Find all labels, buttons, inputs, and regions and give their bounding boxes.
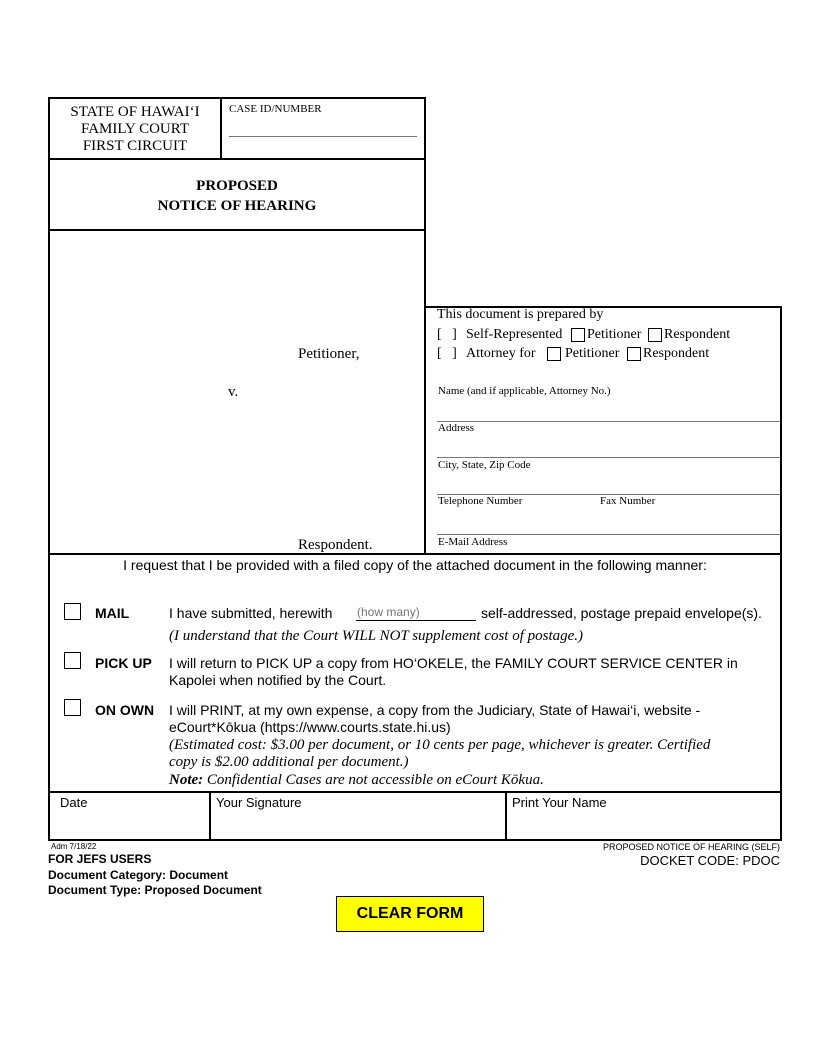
attorney-for-label: Attorney for [466,346,536,361]
date-input[interactable] [56,815,204,833]
title-line-1: PROPOSED [196,178,278,194]
mail-label: MAIL [95,605,130,621]
attorney-petitioner-label: Petitioner [565,346,620,361]
mail-postage-note: (I understand that the Court WILL NOT supplement cost of postage.) [169,628,584,644]
note-text: Confidential Cases are not accessible on eCourt Kōkua. [206,772,544,788]
note-label: Note: [169,772,204,788]
address-input[interactable] [438,440,778,456]
on-own-text [169,702,780,736]
pickup-label: PICK UP [95,655,152,671]
on-own-cost [169,737,780,771]
title-line-2: NOTICE OF HEARING [157,198,317,214]
attorney-respondent-label: Respondent [643,346,710,361]
self-represented-label: Self-Represented [466,327,563,342]
on-own-label: ON OWN [95,702,155,718]
telephone-input[interactable] [438,514,593,530]
document-category: Document Category: Document [48,867,229,882]
envelope-count-input[interactable] [357,604,475,620]
self-petitioner-label: Petitioner [587,327,642,342]
respondent-label: Respondent. [298,537,373,553]
document-title [48,176,426,216]
print-name-label: Print Your Name [512,795,607,810]
date-label: Date [60,795,88,810]
mail-text-before: I have submitted, herewith [169,605,333,621]
name-input[interactable] [438,403,778,419]
request-intro: I request that I be provided with a filed copy of the attached document in the following manner: [123,557,707,573]
fax-label: Fax Number [600,495,656,507]
telephone-label: Telephone Number [438,495,523,507]
on-own-line-1: I will PRINT, at my own expense, a copy from the Judiciary, State of Hawai‘i, website - [169,702,701,718]
document-type: Document Type: Proposed Document [48,883,262,897]
pickup-line-1: I will return to PICK UP a copy from HO‘OKELE, the FAMILY COURT SERVICE CENTER in [169,655,738,671]
print-name-input[interactable] [512,815,776,833]
address-label: Address [438,422,475,434]
self-petitioner-checkbox[interactable] [571,328,585,342]
petitioner-name-input[interactable] [60,240,414,344]
attorney-respondent-checkbox[interactable] [627,347,641,361]
confidential-note [169,772,544,789]
clear-form-button[interactable]: CLEAR FORM [336,896,484,932]
on-own-cost-line-2: copy is $2.00 additional per document.) [169,754,409,770]
jefs-heading: FOR JEFS USERS [48,852,152,866]
case-number-label: CASE ID/NUMBER [229,103,322,115]
self-respondent-checkbox[interactable] [648,328,662,342]
fax-input[interactable] [600,514,778,530]
city-state-zip-input[interactable] [438,476,778,492]
on-own-cost-line-1: (Estimated cost: $3.00 per document, or 10 cents per page, whichever is greater. Certified [169,737,711,753]
form-code: Adm 7/18/22 [51,842,97,851]
court-line-2: FAMILY COURT [80,121,190,137]
case-number-input[interactable] [229,120,415,136]
pickup-checkbox[interactable] [64,652,81,669]
preparer-heading: This document is prepared by [437,307,604,322]
form-title: PROPOSED NOTICE OF HEARING (SELF) [602,842,780,852]
on-own-checkbox[interactable] [64,699,81,716]
bracket-self[interactable]: [ ] [437,327,457,342]
signature-input[interactable] [216,815,500,833]
self-respondent-label: Respondent [664,327,731,342]
on-own-line-2: eCourt*Kōkua (https://www.courts.state.hi.us) [169,719,451,735]
attorney-petitioner-checkbox[interactable] [547,347,561,361]
court-line-1: STATE OF HAWAI‘I [70,104,200,120]
court-name [52,104,218,155]
respondent-name-input[interactable] [60,410,414,534]
mail-text-after: self-addressed, postage prepaid envelope(s). [481,605,762,621]
docket-code: DOCKET CODE: PDOC [640,853,780,868]
email-label: E-Mail Address [438,536,508,548]
name-label: Name (and if applicable, Attorney No.) [438,385,611,397]
pickup-line-2: Kapolei when notified by the Court. [169,672,387,688]
city-state-zip-label: City, State, Zip Code [438,459,531,471]
versus-label: v. [228,384,239,400]
pickup-text [169,655,780,689]
bracket-attorney[interactable]: [ ] [437,346,457,361]
court-line-3: FIRST CIRCUIT [82,138,188,154]
petitioner-label: Petitioner, [298,346,360,362]
jefs-info [48,852,262,899]
mail-checkbox[interactable] [64,603,81,620]
signature-label: Your Signature [216,795,302,810]
